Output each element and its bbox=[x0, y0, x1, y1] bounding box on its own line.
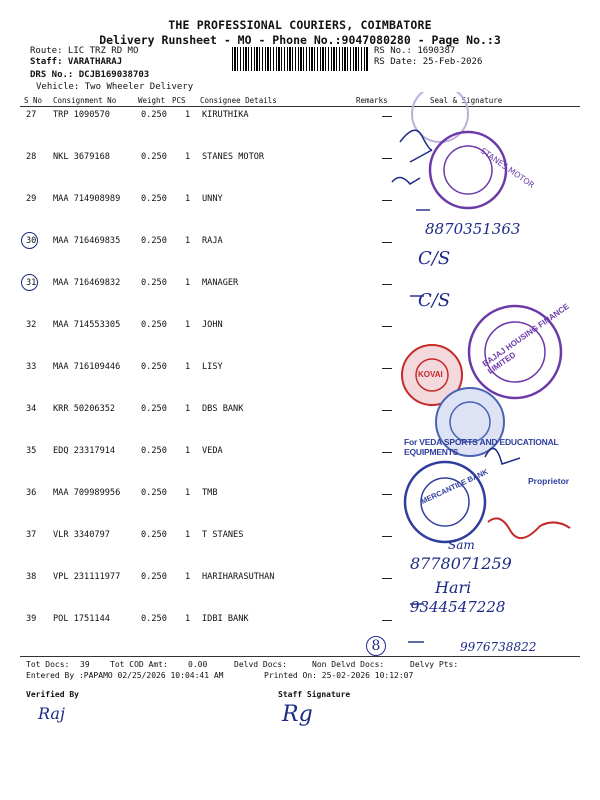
row-pcs: 1 bbox=[185, 362, 191, 372]
col-sno: S No bbox=[24, 96, 43, 105]
seals-and-signatures bbox=[370, 92, 598, 662]
row-consignment: VPL 231111977 bbox=[53, 572, 121, 582]
row-consignment: MAA 716469835 bbox=[53, 236, 121, 246]
handwritten-hari: Hari bbox=[435, 578, 472, 597]
row-consignee: MANAGER bbox=[202, 278, 239, 288]
route-label: Route: LIC TRZ RD MO bbox=[30, 46, 139, 56]
row-pcs: 1 bbox=[185, 446, 191, 456]
verified-by-label: Verified By bbox=[26, 690, 79, 699]
handwritten-phone-39a: 9344547228 bbox=[410, 598, 506, 616]
col-consignee: Consignee Details bbox=[200, 96, 277, 105]
row-sno: 33 bbox=[26, 362, 37, 372]
row-sno: 30 bbox=[26, 236, 37, 246]
row-consignee: T STANES bbox=[202, 530, 244, 540]
tot-cod-label: Tot COD Amt: bbox=[110, 660, 168, 669]
row-pcs: 1 bbox=[185, 404, 191, 414]
entered-by: Entered By :PAPAMO 02/25/2026 10:04:41 AM bbox=[26, 671, 224, 680]
row-consignee: LISY bbox=[202, 362, 223, 372]
row-pcs: 1 bbox=[185, 572, 191, 582]
row-consignment: MAA 716469832 bbox=[53, 278, 121, 288]
row-pcs: 1 bbox=[185, 110, 191, 120]
col-consignment: Consignment No bbox=[53, 96, 117, 105]
row-weight: 0.250 bbox=[141, 152, 167, 162]
tot-docs-value: 39 bbox=[80, 660, 90, 669]
row-sno: 34 bbox=[26, 404, 37, 414]
handwritten-cs-31: C/S bbox=[418, 290, 451, 311]
row-consignment: KRR 50206352 bbox=[53, 404, 116, 414]
col-seal-signature: Seal & Signature bbox=[430, 96, 503, 105]
row-pcs: 1 bbox=[185, 530, 191, 540]
row-consignment: TRP 1090570 bbox=[53, 110, 110, 120]
row-weight: 0.250 bbox=[141, 614, 167, 624]
row-weight: 0.250 bbox=[141, 236, 167, 246]
rs-number: RS No.: 1690387 bbox=[374, 46, 456, 56]
staff-signature-label: Staff Signature bbox=[278, 690, 351, 699]
row-consignment: MAA 716109446 bbox=[53, 362, 121, 372]
rs-date: RS Date: 25-Feb-2026 bbox=[374, 57, 483, 67]
row-pcs: 1 bbox=[185, 488, 191, 498]
row-consignment: EDQ 23317914 bbox=[53, 446, 116, 456]
row-sno: 35 bbox=[26, 446, 37, 456]
proprietor-text: Proprietor bbox=[528, 476, 570, 486]
printed-on: Printed On: 25-02-2026 10:12:07 bbox=[264, 671, 414, 680]
row-consignee: STANES MOTOR bbox=[202, 152, 265, 162]
row-sno: 36 bbox=[26, 488, 37, 498]
handwritten-cs-30: C/S bbox=[418, 248, 451, 269]
drs-number: DRS No.: DCJB169038703 bbox=[30, 70, 150, 80]
row-consignment: VLR 3340797 bbox=[53, 530, 110, 540]
row-weight: 0.250 bbox=[141, 278, 167, 288]
handwritten-name-38: Sam bbox=[448, 538, 475, 552]
row-sno: 38 bbox=[26, 572, 37, 582]
row-pcs: 1 bbox=[185, 236, 191, 246]
row-pcs: 1 bbox=[185, 194, 191, 204]
hand-circle-31 bbox=[21, 274, 38, 291]
barcode-image bbox=[232, 47, 368, 71]
row-weight: 0.250 bbox=[141, 362, 167, 372]
runsheet-subtitle: Delivery Runsheet - MO - Phone No.:9047080280 - Page No.:3 bbox=[99, 33, 501, 47]
row-consignment: MAA 709989956 bbox=[53, 488, 121, 498]
kovai-stamp-text: KOVAI bbox=[418, 370, 443, 379]
row-weight: 0.250 bbox=[141, 194, 167, 204]
row-pcs: 1 bbox=[185, 152, 191, 162]
delvy-pts-label: Delvy Pts: bbox=[410, 660, 459, 669]
row-consignee: RAJA bbox=[202, 236, 223, 246]
row-consignee: HARIHARASUTHAN bbox=[202, 572, 275, 582]
tot-docs-label: Tot Docs: bbox=[26, 660, 70, 669]
col-weight: Weight bbox=[138, 96, 166, 105]
row-pcs: 1 bbox=[185, 614, 191, 624]
signature-27 bbox=[400, 130, 432, 162]
row-weight: 0.250 bbox=[141, 572, 167, 582]
row-sno: 32 bbox=[26, 320, 37, 330]
tot-cod-value: 0.00 bbox=[188, 660, 208, 669]
row-consignment: MAA 714908989 bbox=[53, 194, 121, 204]
handwritten-phone-29: 8870351363 bbox=[425, 220, 521, 238]
mercantile-stamp-text: MERCANTILE BANK bbox=[419, 467, 490, 506]
company-title: THE PROFESSIONAL COURIERS, COIMBATORE bbox=[168, 18, 432, 32]
row-sno: 31 bbox=[26, 278, 37, 288]
staff-label: Staff: VARATHARAJ bbox=[30, 57, 123, 67]
row-consignee: UNNY bbox=[202, 194, 223, 204]
row-sno: 28 bbox=[26, 152, 37, 162]
row-sno: 29 bbox=[26, 194, 37, 204]
verified-signature: Raj bbox=[38, 704, 65, 723]
row-weight: 0.250 bbox=[141, 110, 167, 120]
row-sno: 27 bbox=[26, 110, 37, 120]
staff-signature: Rg bbox=[282, 702, 313, 727]
row-sno: 37 bbox=[26, 530, 37, 540]
row-weight: 0.250 bbox=[141, 488, 167, 498]
bajaj-stamp-text: BAJAJ HOUSING FINANCE LIMITED bbox=[480, 301, 571, 376]
delvd-docs-label: Delvd Docs: bbox=[234, 660, 287, 669]
row-sno: 39 bbox=[26, 614, 37, 624]
row-consignee: TMB bbox=[202, 488, 218, 498]
handwritten-phone-38: 8778071259 bbox=[410, 554, 512, 573]
row-weight: 0.250 bbox=[141, 530, 167, 540]
row-consignee: KIRUTHIKA bbox=[202, 110, 249, 120]
row-consignee: IDBI BANK bbox=[202, 614, 249, 624]
row-consignee: VEDA bbox=[202, 446, 223, 456]
vehicle-label: Vehicle: Two Wheeler Delivery bbox=[36, 82, 194, 92]
col-remarks: Remarks bbox=[356, 96, 388, 105]
row-consignment: NKL 3679168 bbox=[53, 152, 110, 162]
row-consignee: DBS BANK bbox=[202, 404, 244, 414]
row-pcs: 1 bbox=[185, 320, 191, 330]
row-consignee: JOHN bbox=[202, 320, 223, 330]
signature-28 bbox=[392, 177, 420, 184]
row-weight: 0.250 bbox=[141, 404, 167, 414]
handwritten-count: 8 bbox=[366, 636, 386, 656]
hand-circle-30 bbox=[21, 232, 38, 249]
veda-stamp-text: For VEDA SPORTS AND EDUCATIONAL EQUIPMENTS bbox=[404, 437, 559, 457]
footer-rule bbox=[20, 656, 580, 657]
row-weight: 0.250 bbox=[141, 320, 167, 330]
row-weight: 0.250 bbox=[141, 446, 167, 456]
stanes-stamp bbox=[430, 132, 536, 208]
stanes-stamp-text: STANES MOTOR bbox=[478, 146, 536, 191]
row-pcs: 1 bbox=[185, 278, 191, 288]
col-pcs: PCS bbox=[172, 96, 186, 105]
red-signature-37 bbox=[488, 518, 570, 538]
row-consignment: POL 1751144 bbox=[53, 614, 110, 624]
non-delvd-docs-label: Non Delvd Docs: bbox=[312, 660, 385, 669]
row-consignment: MAA 714553305 bbox=[53, 320, 121, 330]
handwritten-phone-39b: 9976738822 bbox=[460, 640, 537, 654]
